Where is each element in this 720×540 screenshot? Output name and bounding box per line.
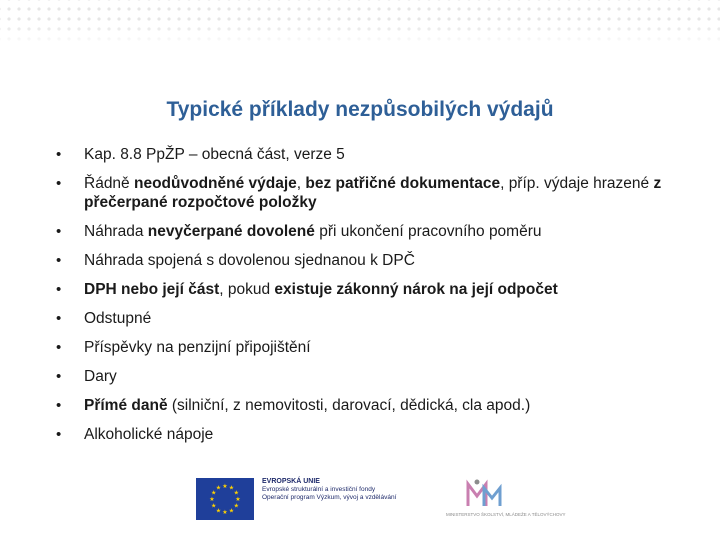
msmt-emblem-icon: [446, 476, 526, 512]
eu-star-icon: ★: [211, 503, 217, 510]
bullet-item: [56, 309, 696, 328]
bullet-text: Alkoholické nápoje: [84, 426, 214, 443]
ministry-name: MINISTERSTVO ŠKOLSTVÍ, MLÁDEŽE A TĚLOVÝCHOVY: [446, 512, 566, 517]
funding-logos: [196, 476, 566, 524]
bullet-text: , příp. výdaje hrazené: [500, 175, 654, 192]
bullet-text: Náhrada spojená s dovolenou sjednanou k DPČ: [84, 252, 415, 269]
bullet-text-bold: z přečerpané rozpočtové položky: [84, 175, 662, 211]
eu-programme-name: Operační program Výzkum, vývoj a vzdělávání: [262, 494, 397, 501]
bullet-text: ,: [296, 175, 306, 192]
eu-star-icon: ★: [215, 508, 222, 515]
bullet-text: při ukončení pracovního poměru: [314, 223, 542, 240]
bullet-text: , pokud: [219, 281, 275, 298]
bullet-text: Řádně: [84, 175, 134, 192]
eu-star-icon: ★: [211, 490, 217, 497]
eu-star-icon: ★: [222, 510, 228, 516]
eu-fund-name: Evropské strukturální a investiční fondy: [262, 486, 376, 493]
eu-star-icon: ★: [215, 485, 222, 492]
eu-heading: EVROPSKÁ UNIE: [262, 478, 320, 485]
slide-title: Typické příklady nezpůsobilých výdajů: [166, 98, 554, 122]
msmt-logo: [446, 476, 566, 524]
bullet-item: [56, 280, 696, 299]
bullet-text: Náhrada: [84, 223, 148, 240]
eu-star-icon: ★: [233, 490, 239, 497]
eu-star-icon: ★: [235, 497, 241, 503]
bullet-text: Příspěvky na penzijní připojištění: [84, 339, 311, 356]
bullet-text-bold: Přímé daně: [84, 397, 168, 414]
bullet-item: [56, 222, 696, 241]
eu-logo-text: [262, 478, 442, 502]
eu-flag-icon: [196, 478, 254, 520]
bullet-item: [56, 145, 696, 164]
bullet-item: [56, 367, 696, 386]
eu-star-icon: ★: [233, 503, 239, 510]
bullet-item: [56, 174, 696, 212]
bullet-item: [56, 396, 696, 415]
bullet-item: [56, 338, 696, 357]
eu-star-icon: ★: [228, 508, 235, 515]
bullet-text: Odstupné: [84, 310, 152, 327]
bullet-text-bold: neodůvodněné výdaje: [133, 175, 297, 192]
header-dot-pattern: [0, 0, 720, 46]
bullet-text-bold: existuje zákonný nárok na její odpočet: [274, 281, 558, 298]
bullet-item: [56, 251, 696, 270]
bullet-text: Kap. 8.8 PpŽP – obecná část, verze 5: [84, 146, 345, 163]
bullet-text: (silniční, z nemovitosti, darovací, dědická, cla apod.): [167, 397, 531, 414]
bullet-list: [56, 145, 696, 454]
bullet-item: [56, 425, 696, 444]
bullet-text-bold: nevyčerpané dovolené: [147, 223, 315, 240]
bullet-text: Dary: [84, 368, 117, 385]
bullet-text-bold: bez patřičné dokumentace: [305, 175, 501, 192]
eu-star-icon: ★: [222, 484, 228, 490]
eu-star-icon: ★: [228, 485, 235, 492]
bullet-text-bold: DPH nebo její část: [84, 281, 220, 298]
eu-star-icon: ★: [209, 497, 215, 503]
